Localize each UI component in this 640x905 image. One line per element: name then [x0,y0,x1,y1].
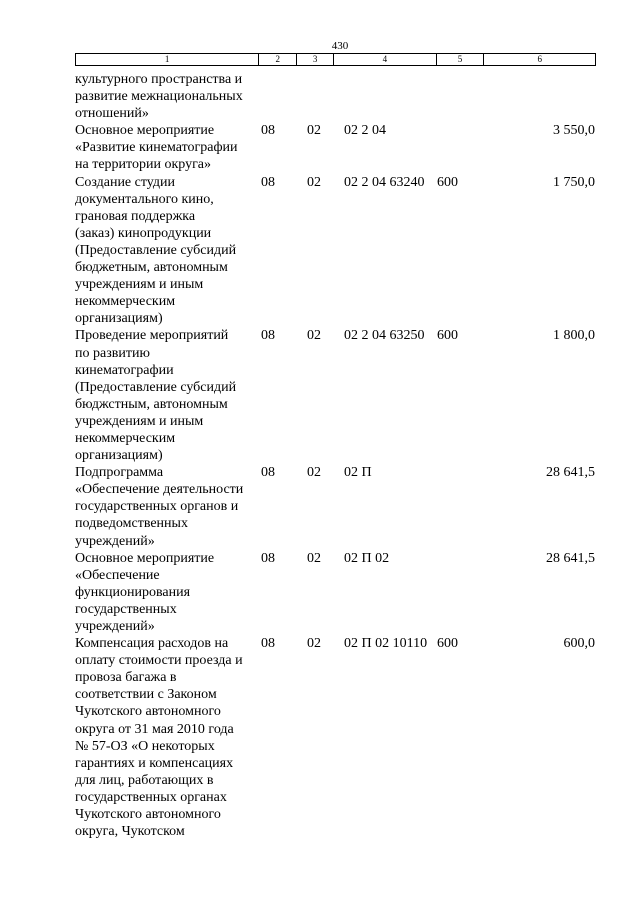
row-amount: 1 750,0 [553,174,595,190]
row-expense-type [437,122,485,173]
row-subsection: 02 [307,123,321,139]
row-target-code: 02 2 04 [344,123,386,139]
row-amount: 1 800,0 [553,328,595,344]
table-header [75,53,596,66]
header-col-5: 5 [437,54,485,65]
row-name: Проведение мероприятий по развитию кинематографии (Предоставление субсидий бюджстным, автономным учреждениям и иным некоммерческим организациям) [75,328,237,464]
row-section [259,71,297,122]
table-row [75,71,596,122]
row-subsection [297,71,334,122]
row-expense-type [437,464,485,549]
table-row [75,327,596,464]
row-target-code: 02 П 02 [344,550,390,566]
page-number: 430 [331,40,349,52]
row-subsection: 02 [307,174,321,190]
row-name: Основное мероприятие «Обеспечение функционирования государственных учреждений» [75,550,215,634]
table-row [75,464,596,549]
row-section: 08 [261,550,275,566]
row-subsection: 02 [307,465,321,481]
header-col-3: 3 [297,54,334,65]
header-col-4: 4 [334,54,437,65]
row-subsection: 02 [307,550,321,566]
header-col-2: 2 [259,54,297,65]
row-amount: 600,0 [563,636,595,652]
row-name: Основное мероприятие «Развитие кинематографии на территории округа» [75,123,238,173]
row-amount: 3 550,0 [553,123,595,139]
row-expense-type [437,71,485,122]
table-row [75,550,596,635]
row-section: 08 [261,174,275,190]
row-expense-type: 600 [437,636,458,652]
header-col-6: 6 [537,54,542,64]
row-amount: 28 641,5 [546,550,595,566]
header-col-1: 1 [76,54,259,65]
row-target-code: 02 2 04 63250 [344,328,425,344]
row-amount: 28 641,5 [546,465,595,481]
row-expense-type: 600 [437,174,458,190]
row-target-code: 02 П [344,465,372,481]
row-name: культурного пространства и развитие межнациональных отношений» [75,72,243,122]
row-name: Компенсация расходов на оплату стоимости проезда и провоза багажа в соответствии с Законом Чукотского автономного округа от 31 мая 2010 года № 57-ОЗ «О некоторых гарантиях и компенсациях для лиц, работающих в государственных органах Чукотского автономного округа, Чукотском [75,636,243,840]
row-name: Создание студии документального кино, грановая поддержка (заказ) кинопродукции (Предоставление субсидий бюджетным, автономным учреждениям и иным некоммерческим организациям) [75,174,237,327]
row-amount [485,71,596,122]
table-row [75,174,596,328]
row-section: 08 [261,123,275,139]
row-target-code [334,71,437,122]
row-expense-type: 600 [437,328,458,344]
row-expense-type [437,550,485,635]
row-section: 08 [261,636,275,652]
row-subsection: 02 [307,636,321,652]
row-section: 08 [261,328,275,344]
budget-table [75,71,596,840]
row-subsection: 02 [307,328,321,344]
table-row [75,122,596,173]
table-row [75,635,596,840]
row-target-code: 02 2 04 63240 [344,174,425,190]
row-target-code: 02 П 02 10110 [344,636,428,652]
row-name: Подпрограмма «Обеспечение деятельности государственных органов и подведомственных учреждений» [75,465,244,549]
row-section: 08 [261,465,275,481]
